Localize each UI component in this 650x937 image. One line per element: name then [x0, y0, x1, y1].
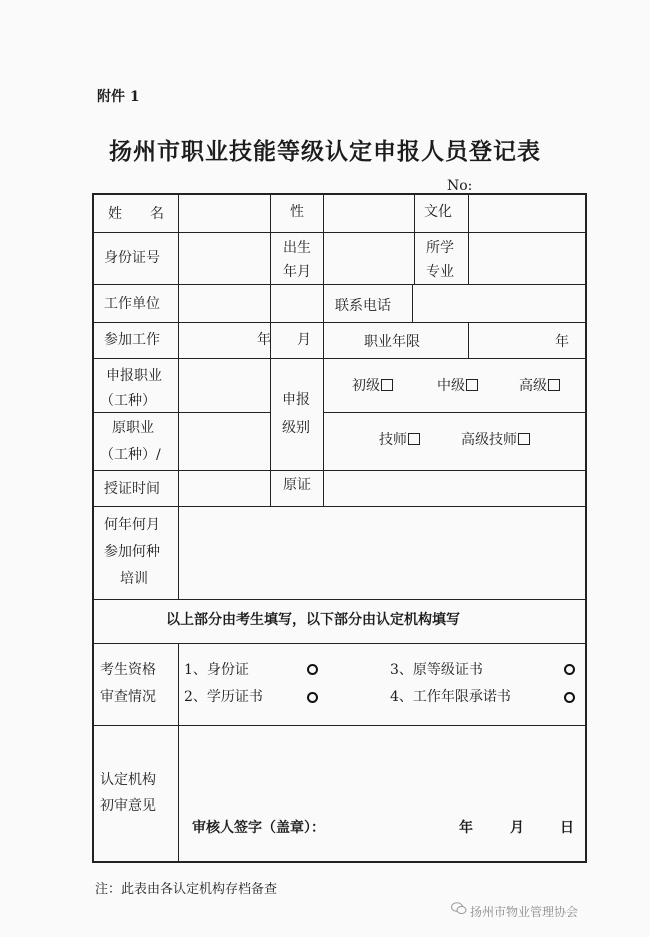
row-line — [94, 322, 585, 323]
apply-job-label-line1: 申报职业 — [106, 368, 162, 384]
col-line — [178, 643, 179, 861]
level-senior-technician-label: 高级技师 — [461, 432, 517, 448]
signature-month-unit: 月 — [510, 820, 524, 836]
level-primary-option — [352, 379, 393, 393]
training-label-line2: 参加何种 — [104, 544, 160, 560]
work-years-unit: 年 — [555, 334, 569, 350]
education-label: 文化 — [424, 204, 452, 220]
level-senior-technician-option — [461, 433, 530, 447]
opinion-label-line2: 初审意见 — [100, 798, 156, 814]
level-middle-option — [437, 379, 478, 393]
row-line — [94, 358, 585, 359]
review-label-line2: 审查情况 — [100, 689, 156, 705]
col-line — [468, 322, 469, 358]
name-label: 姓 名 — [108, 206, 164, 222]
doc-original-cert-mark[interactable] — [564, 664, 575, 675]
gender-label: 性 — [290, 204, 304, 220]
doc-original-cert: 3、原等级证书 — [390, 662, 483, 678]
col-line — [323, 358, 324, 506]
col-line — [270, 195, 271, 506]
row-line — [94, 412, 270, 413]
row-line — [94, 284, 585, 285]
row-line — [94, 725, 585, 726]
row-line — [94, 232, 585, 233]
birth-label-line2: 年月 — [283, 264, 311, 280]
signature-day-unit: 日 — [560, 820, 574, 836]
work-start-year-unit: 年 — [257, 332, 271, 348]
watermark-text: 扬州市物业管理协会 — [470, 905, 579, 919]
apply-level-label-line1: 申报 — [282, 392, 310, 408]
doc-diploma-mark[interactable] — [307, 692, 318, 703]
level-technician-option — [379, 433, 420, 447]
attachment-label: 附件 1 — [97, 89, 140, 105]
level-technician-label: 技师 — [379, 432, 407, 448]
original-cert-label: 原证 — [283, 477, 311, 493]
row-line — [323, 412, 585, 413]
prev-job-label-line2: （工种）/ — [100, 447, 161, 463]
number-label: No: — [447, 178, 473, 194]
registration-form — [92, 193, 587, 863]
level-primary-label: 初级 — [352, 378, 380, 394]
major-label-line2: 专业 — [426, 264, 454, 280]
section-divider-text: 以上部分由考生填写，以下部分由认定机构填写 — [166, 612, 460, 628]
doc-id-card-mark[interactable] — [307, 664, 318, 675]
row-line — [94, 470, 585, 471]
level-senior-option — [519, 379, 560, 393]
training-label-line1: 何年何月 — [104, 517, 160, 533]
major-label-line1: 所学 — [426, 240, 454, 256]
apply-level-label-line2: 级别 — [282, 420, 310, 436]
review-label-line1: 考生资格 — [100, 662, 156, 678]
training-label-line3: 培训 — [120, 571, 148, 587]
wechat-icon — [451, 902, 467, 915]
opinion-label-line1: 认定机构 — [100, 772, 156, 788]
level-senior-label: 高级 — [519, 378, 547, 394]
employer-label: 工作单位 — [104, 296, 160, 312]
col-line — [323, 322, 324, 358]
doc-diploma: 2、学历证书 — [184, 689, 263, 705]
row-line — [94, 599, 585, 600]
level-middle-label: 中级 — [437, 378, 465, 394]
col-line — [468, 195, 469, 284]
level-senior-checkbox[interactable] — [548, 379, 560, 391]
page-title: 扬州市职业技能等级认定申报人员登记表 — [109, 138, 541, 165]
prev-job-label-line1: 原职业 — [112, 420, 154, 436]
level-primary-checkbox[interactable] — [381, 379, 393, 391]
phone-label: 联系电话 — [335, 298, 391, 314]
doc-work-commitment: 4、工作年限承诺书 — [390, 689, 511, 705]
work-start-month-unit: 月 — [297, 332, 311, 348]
level-technician-checkbox[interactable] — [408, 433, 420, 445]
signature-year-unit: 年 — [459, 820, 473, 836]
doc-work-commitment-mark[interactable] — [564, 692, 575, 703]
birth-label-line1: 出生 — [283, 240, 311, 256]
col-line — [323, 284, 324, 322]
row-line — [94, 506, 585, 507]
row-line — [94, 643, 585, 644]
level-middle-checkbox[interactable] — [466, 379, 478, 391]
apply-job-label-line2: （工种） — [100, 393, 156, 409]
col-line — [323, 195, 324, 284]
cert-time-label: 授证时间 — [104, 481, 160, 497]
col-line — [414, 195, 415, 284]
doc-id-card: 1、身份证 — [184, 662, 249, 678]
reviewer-signature-label: 审核人签字（盖章）： — [192, 820, 325, 836]
work-years-label: 职业年限 — [364, 334, 420, 350]
work-start-label: 参加工作 — [104, 332, 160, 348]
footer-note: 注：此表由各认定机构存档备查 — [95, 882, 278, 897]
col-line — [178, 195, 179, 599]
col-line — [412, 284, 413, 322]
id-number-label: 身份证号 — [104, 250, 160, 266]
level-senior-technician-checkbox[interactable] — [518, 433, 530, 445]
